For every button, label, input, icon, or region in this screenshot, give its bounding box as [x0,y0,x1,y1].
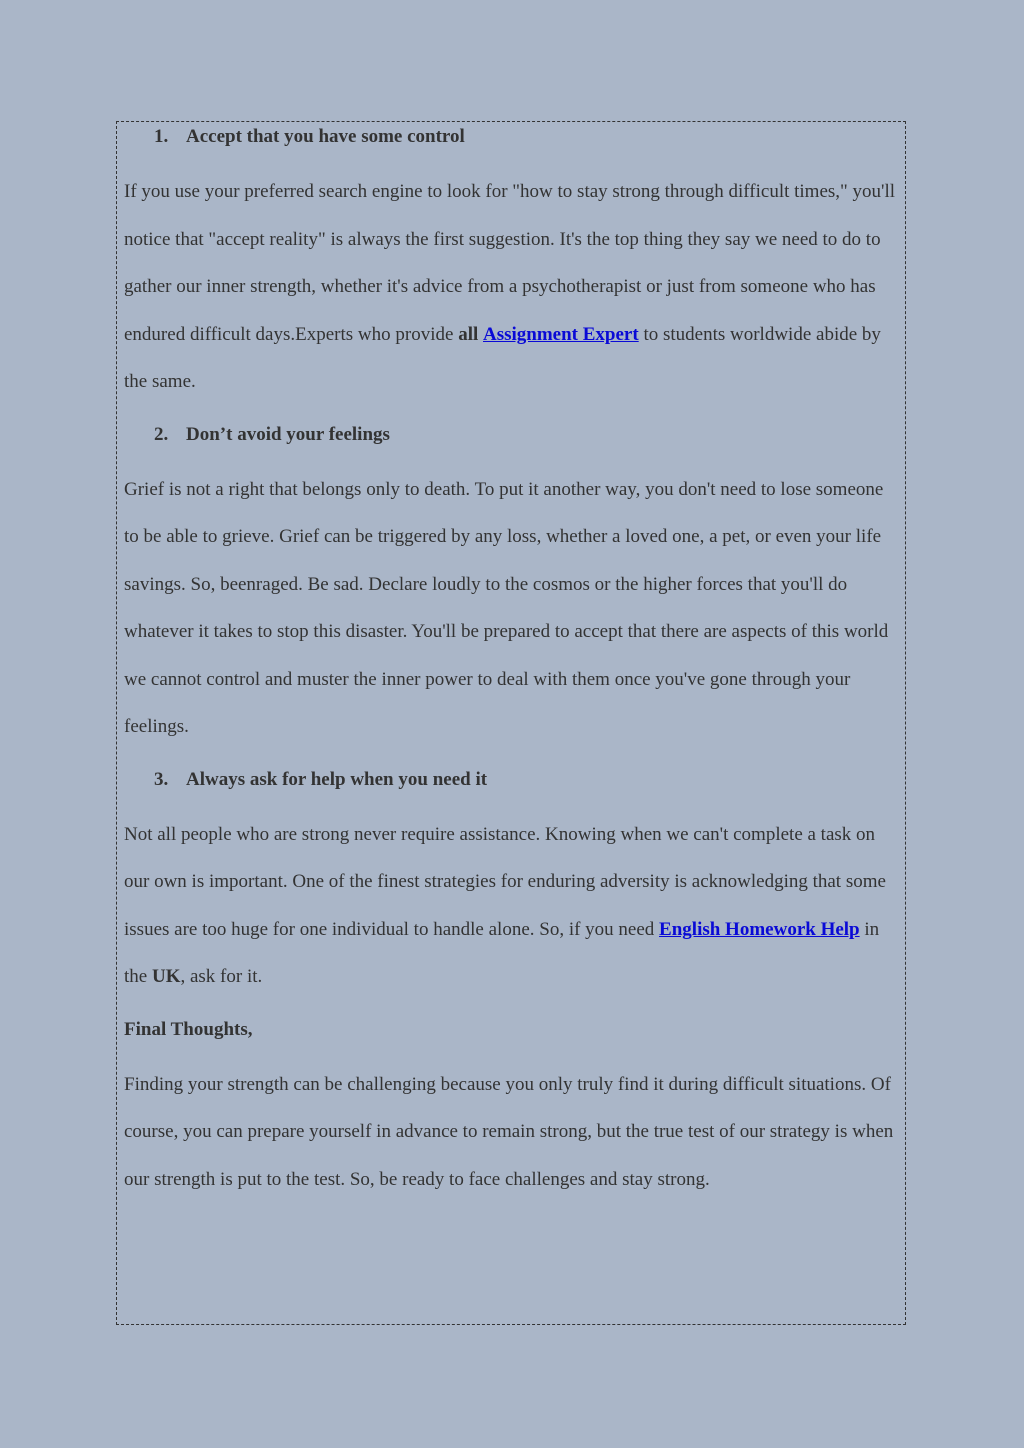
bold-text: UK [151,966,181,987]
section-paragraph-3 [124,811,899,1001]
paragraph-text: Not all people who are strong never require assistance. Knowing when we can't complete a task on our own is important. One of the finest strategies for enduring adversity is acknowledging that some issues are too huge for one individual to handle alone. So, if you need [124,823,886,940]
section-number: 1. [154,126,169,147]
final-heading: Final Thoughts, [124,1018,253,1040]
bold-text: all [458,323,479,345]
section-title: Accept that you have some control [186,126,465,147]
section-number: 2. [154,423,169,445]
paragraph-text: Grief is not a right that belongs only to death. To put it another way, you don't need to lose someone to be able to grieve. Grief can be triggered by any loss, whether a loved one, a pet, or even your life savings. So, beenraged. Be sad. Declare loudly to the cosmos or the higher forces that you'll do whatever it takes to stop this disaster. You'll be prepared to accept that there are aspects of this world we cannot control and muster the inner power to deal with them once you've gone through your feelings. [124,478,889,737]
paragraph-text: If you use your preferred search engine to look for "how to stay strong through difficult times," you'll notice that "accept reality" is always the first suggestion. It's the top thing they say we need to do to gather our inner strength, whether it's advice from a psychotherapist or just from someone who has endured difficult days.Experts who provide [124,181,896,345]
paragraph-text: in the [124,918,880,987]
section-title: Don’t avoid your feelings [186,423,390,445]
document-body [124,122,899,1203]
section-heading-1 [124,122,899,152]
final-paragraph: Finding your strength can be challenging because you only truly find it during difficult situations. Of course, you can prepare yourself in advance to remain strong, but the true test of our strategy is when our strength is put to the test. So, be ready to face challenges and stay strong. [124,1073,894,1190]
section-paragraph-1 [124,168,899,406]
section-number: 3. [154,768,169,790]
paragraph-text: to students worldwide abide by the same. [124,323,881,392]
section-heading-3 [124,765,899,795]
section-title: Always ask for help when you need it [186,768,488,790]
paragraph-text: , ask for it. [180,966,263,987]
english-homework-help-link[interactable]: English Homework Help [659,918,860,940]
section-paragraph-2 [124,466,899,751]
assignment-expert-link[interactable]: Assignment Expert [483,323,639,345]
section-heading-2 [124,420,899,450]
